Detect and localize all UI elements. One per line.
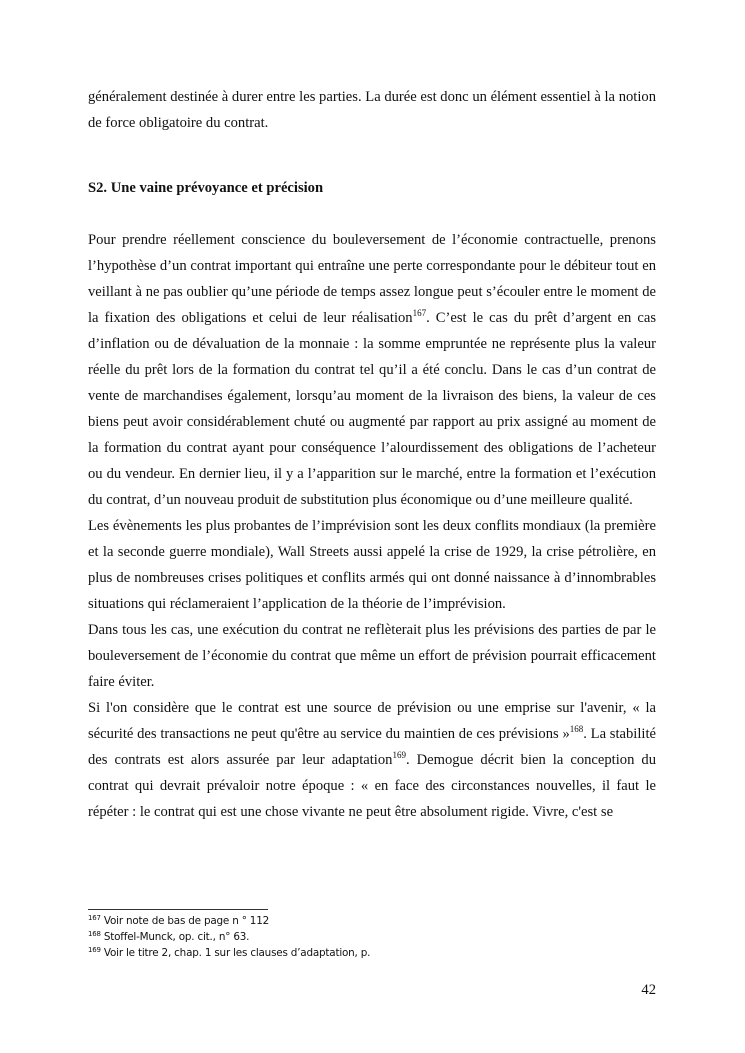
footnotes [88, 913, 370, 961]
paragraph-3: Dans tous les cas, une exécution du contrat ne reflèterait plus les prévisions des parties de par le bouleversement de l’économie du contrat que même un effort de prévision pourrait efficacement faire éviter. [88, 622, 656, 690]
intro-paragraph [88, 84, 656, 136]
footnote-ref-169[interactable]: 169 [392, 750, 406, 760]
paragraph-4-part-1: Si l'on considère que le contrat est une source de prévision ou une emprise sur l'avenir, « la sécurité des transactions ne peut qu'être au service du maintien de ces prévisions » [88, 700, 656, 742]
footnote-number: 168 [88, 930, 101, 938]
page-number: 42 [641, 982, 656, 998]
footnote-number: 167 [88, 914, 101, 922]
footnote-text: Stoffel-Munck, op. cit., n° 63. [103, 931, 250, 943]
footnote-168 [88, 929, 370, 945]
footnote-number: 169 [88, 946, 101, 954]
footnote-separator [88, 909, 268, 910]
paragraph-4-part-2: . La stabilité des contrats est alors assurée par leur adaptation [88, 726, 656, 768]
footnote-text: Voir le titre 2, chap. 1 sur les clauses d’adaptation, p. [103, 947, 371, 959]
footnote-167 [88, 913, 370, 929]
paragraph-4-part-3: . Demogue décrit bien la conception du contrat qui devrait prévaloir notre époque : « en face des circonstances nouvelles, il faut le répéter : le contrat qui est une chose vivante ne peut être absolument rigide. Vivre, c'est se [88, 752, 656, 820]
paragraph-1-part-1: Pour prendre réellement conscience du bouleversement de l’économie contractuelle, prenons l’hypothèse d’un contrat important qui entraîne une perte correspondante pour le débiteur tout en veillant à ne pas oublier qu’une période de temps assez longue peut s’écouler entre le moment de la fixation des obligations et celui de leur réalisation [88, 232, 656, 326]
paragraph-1-part-2: . C’est le cas du prêt d’argent en cas d’inflation ou de dévaluation de la monnaie : la somme empruntée ne représente plus la valeur réelle du prêt lors de la formation du contrat tel qu’il a été conclu. Dans le cas d’un contrat de vente de marchandises également, lorsqu’au moment de la livraison des biens, la valeur de ces biens peut avoir considérablement chuté ou augmenté par rapport au prix assigné au moment de la formation du contrat ayant pour conséquence l’alourdissement des obligations de l’acheteur ou du vendeur. En dernier lieu, il y a l’apparition sur le marché, entre la formation et l’exécution du contrat, d’un nouveau produit de substitution plus économique ou d’une meilleure qualité. [88, 310, 656, 508]
footnote-ref-167[interactable]: 167 [412, 308, 427, 318]
paragraph-2: Les évènements les plus probantes de l’imprévision sont les deux conflits mondiaux (la première et la seconde guerre mondiale), Wall Streets aussi appelé la crise de 1929, la crise pétrolière, en plus de nombreuses crises politiques et conflits armés qui ont donné naissance à d’innombrables situations qui réclameraient l’application de la théorie de l’imprévision. [88, 518, 656, 612]
section-heading: S2. Une vaine prévoyance et précision [88, 180, 324, 196]
body-text [88, 227, 656, 825]
paragraph-1 [88, 227, 656, 513]
footnote-169 [88, 945, 370, 961]
intro-text: généralement destinée à durer entre les parties. La durée est donc un élément essentiel à la notion de force obligatoire du contrat. [88, 89, 656, 131]
footnote-text: Voir note de bas de page n ° 112 [103, 915, 270, 927]
paragraph-4 [88, 695, 656, 825]
footnote-ref-168[interactable]: 168 [569, 724, 584, 734]
